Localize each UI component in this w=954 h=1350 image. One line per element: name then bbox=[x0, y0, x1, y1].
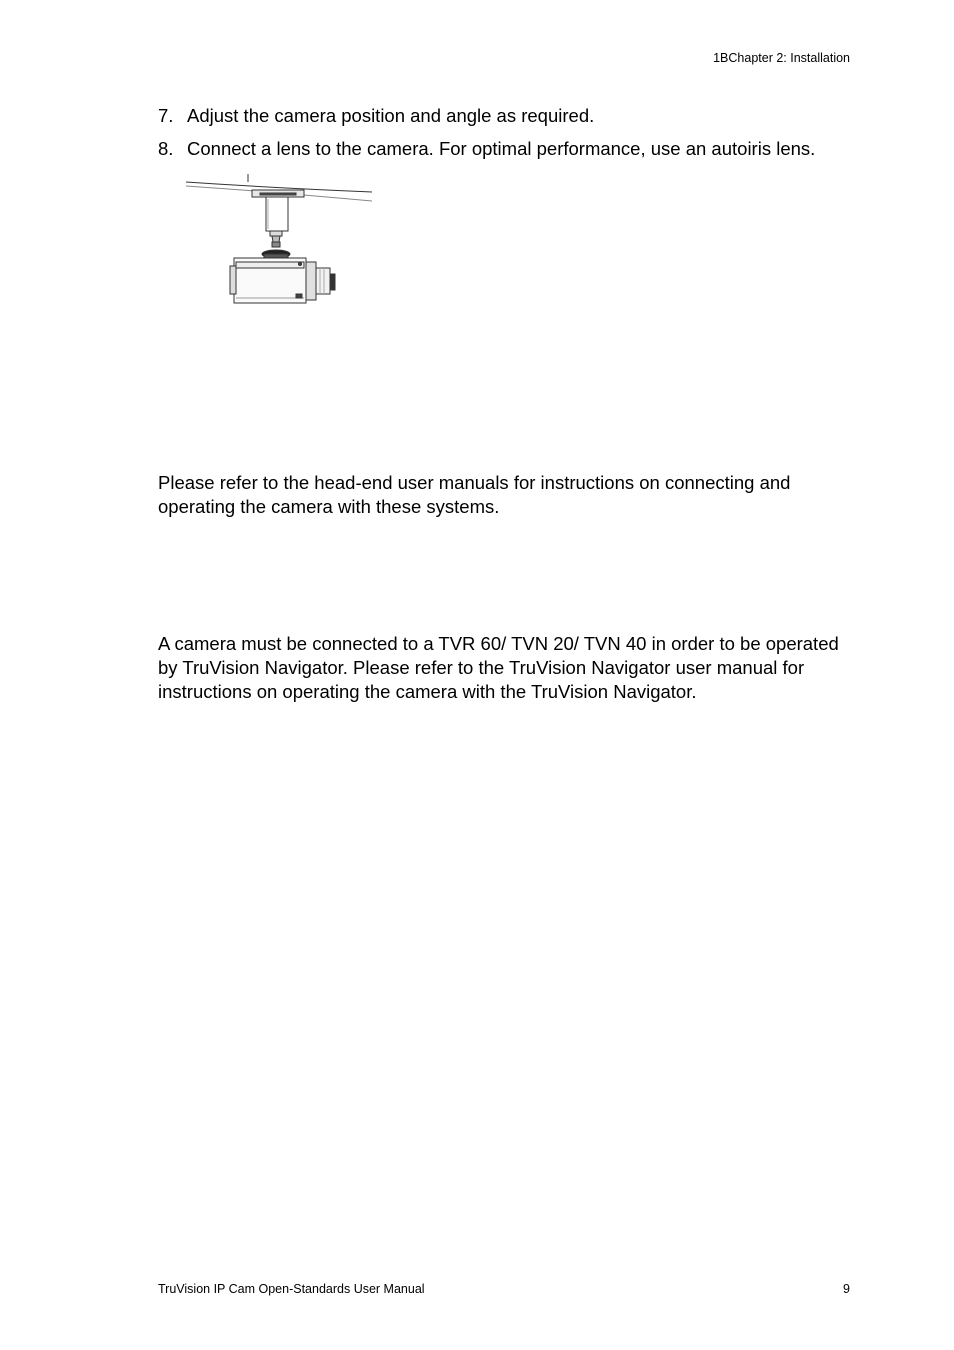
ceiling-mounted-camera-illustration bbox=[184, 174, 374, 310]
step-item bbox=[158, 104, 858, 137]
step-text: Connect a lens to the camera. For optimal performance, use an autoiris lens. bbox=[187, 138, 816, 159]
camera-mount-figure bbox=[184, 174, 374, 310]
footer-page-number: 9 bbox=[843, 1282, 850, 1296]
head-end-paragraph: Please refer to the head-end user manuals for instructions on connecting and operating the camera with these systems. bbox=[158, 472, 791, 517]
footer-manual-title: TruVision IP Cam Open-Standards User Manual bbox=[158, 1282, 425, 1296]
step-text: Adjust the camera position and angle as required. bbox=[187, 105, 595, 126]
step-number: 7. bbox=[158, 105, 174, 126]
navigator-paragraph: A camera must be connected to a TVR 60/ TVN 20/ TVN 40 in order to be operated by TruVision Navigator. Please refer to the TruVision Navigator user manual for instructions on operating the camera with the TruVision Navigator. bbox=[158, 633, 839, 702]
step-number: 8. bbox=[158, 138, 174, 159]
step-item bbox=[158, 137, 858, 170]
running-header: 1BChapter 2: Installation bbox=[713, 51, 850, 65]
installation-steps bbox=[158, 104, 858, 170]
